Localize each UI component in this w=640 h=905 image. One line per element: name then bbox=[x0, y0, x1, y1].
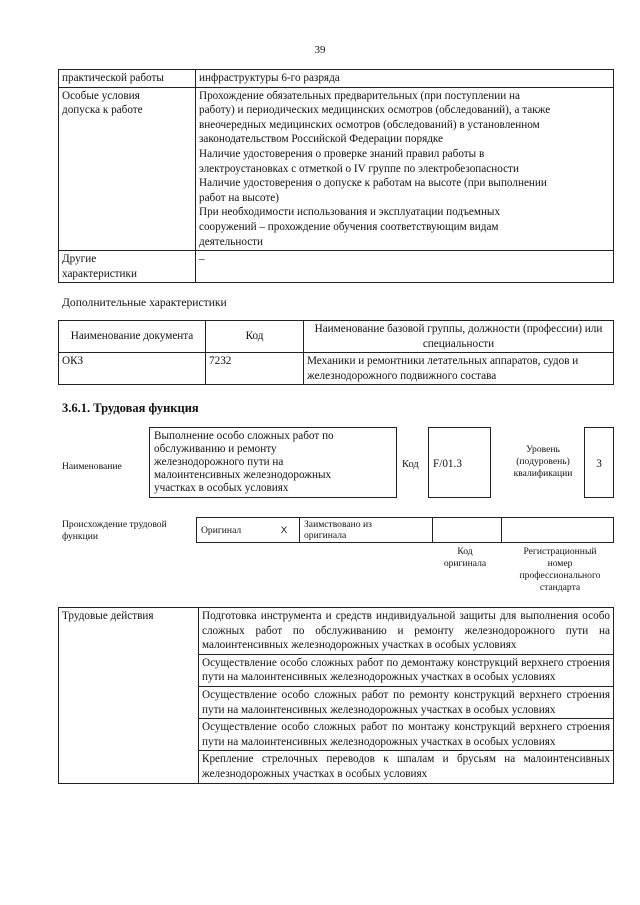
table-row bbox=[59, 70, 614, 88]
origin-table bbox=[196, 517, 614, 543]
header-name: Наименование базовой группы, должности (профессии) или специальности bbox=[304, 321, 614, 353]
row-label: Другие характеристики bbox=[59, 251, 196, 283]
function-name-box: Выполнение особо сложных работ по обслуживанию и ремонту железнодорожного пути на малоинтенсивных железнодорожных участках в особых условиях bbox=[149, 427, 397, 498]
conditions-table bbox=[58, 69, 614, 283]
cell-code: 7232 bbox=[206, 353, 304, 385]
row-value: инфраструктуры 6-го разряда bbox=[196, 70, 614, 88]
origin-label: Происхождение трудовой функции bbox=[62, 519, 167, 542]
table-row bbox=[59, 353, 614, 385]
row-label: практической работы bbox=[59, 70, 196, 88]
original-mark: X bbox=[269, 518, 300, 543]
table-row bbox=[59, 608, 614, 655]
table-header-row bbox=[59, 321, 614, 353]
labor-actions-label: Трудовые действия bbox=[59, 608, 199, 784]
labor-action-item: Осуществление особо сложных работ по ремонту конструкций верхнего строения пути на малоинтенсивных железнодорожных участках в особых условиях bbox=[199, 686, 614, 718]
header-doc: Наименование документа bbox=[59, 321, 206, 353]
row-value: – bbox=[196, 251, 614, 283]
cell-name: Механики и ремонтники летательных аппаратов, судов и железнодорожного подвижного состава bbox=[304, 353, 614, 385]
original-label: Оригинал bbox=[197, 518, 270, 543]
labor-action-item: Подготовка инструмента и средств индивидуальной защиты для выполнения особо сложных работ по обслуживанию и ремонту железнодорожного пути на малоинтенсивных железнодорожных участках в особых условиях bbox=[199, 608, 614, 655]
labor-actions-table bbox=[58, 607, 614, 784]
code-original-cell bbox=[433, 518, 502, 543]
table-row bbox=[59, 251, 614, 283]
labor-action-item: Крепление стрелочных переводов к шпалам и брусьям на малоинтенсивных железнодорожных участках в особых условиях bbox=[199, 751, 614, 783]
section-title: 3.6.1. Трудовая функция bbox=[62, 401, 199, 415]
additional-table bbox=[58, 320, 614, 385]
table-row bbox=[197, 518, 614, 543]
labor-action-item: Осуществление особо сложных работ по демонтажу конструкций верхнего строения пути на малоинтенсивных железнодорожных участках в особых условиях bbox=[199, 654, 614, 686]
code-label: Код bbox=[402, 459, 419, 470]
additional-title: Дополнительные характеристики bbox=[62, 296, 227, 309]
name-label: Наименование bbox=[62, 461, 122, 472]
table-row bbox=[59, 87, 614, 251]
labor-action-item: Осуществление особо сложных работ по монтажу конструкций верхнего строения пути на малоинтенсивных железнодорожных участках в особых условиях bbox=[199, 719, 614, 751]
code-value: F/01.3 bbox=[428, 427, 491, 498]
page-number: 39 bbox=[314, 44, 326, 56]
row-label: Особые условия допуска к работе bbox=[59, 87, 196, 251]
level-value: 3 bbox=[584, 427, 614, 498]
code-original-label: Код оригинала bbox=[443, 546, 487, 569]
cell-doc: ОКЗ bbox=[59, 353, 206, 385]
borrowed-label: Заимствовано из оригинала bbox=[300, 518, 433, 543]
reg-number-label: Регистрационный номер профессионального стандарта bbox=[519, 546, 601, 593]
reg-number-cell bbox=[502, 518, 614, 543]
level-label: Уровень (подуровень) квалификации bbox=[513, 444, 573, 479]
row-value: Прохождение обязательных предварительных (при поступлении на работу) и периодических медицинских осмотров (обследований), а также внеочередных медицинских осмотров (обследований) в установленном законодательством Российской Федерации порядке Наличие удостоверения о проверке знаний правил работы в электроустановках с отметкой о IV группе по электробезопасности Наличие удостоверения о допуске к работам на высоте (при выполнении работ на высоте) При необходимости использования и эксплуатации подъемных сооружений – прохождение обучения соответствующим видам деятельности bbox=[196, 87, 614, 251]
header-code: Код bbox=[206, 321, 304, 353]
